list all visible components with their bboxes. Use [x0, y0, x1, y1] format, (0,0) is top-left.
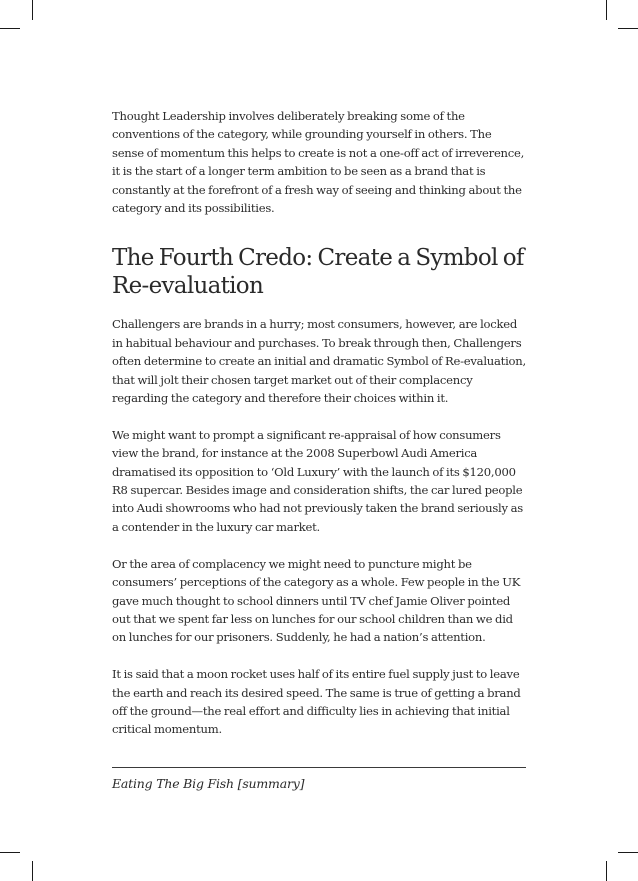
intro-paragraph: Thought Leadership involves deliberately breaking some of the conventions of the category, while grounding yourself in others. The sense of momentum this helps to create is not a one-off act of irreverence, it is the start of a longer term ambition to be seen as a brand that is constantly at the forefront of a fresh way of seeing and thinking about the category and its possibilities.: [112, 109, 525, 216]
crop-mark-bottom-right-h: [618, 852, 638, 853]
body-paragraph: It is said that a moon rocket uses half of its entire fuel supply just to leave the earth and reach its desired speed. The same is true of getting a brand off the ground—the real effort and difficulty lies in achieving that initial critical momentum.: [112, 667, 521, 737]
running-footer: Eating The Big Fish [summary]: [112, 776, 305, 791]
crop-mark-top-left-h: [0, 28, 20, 29]
body-paragraph: We might want to prompt a significant re-appraisal of how consumers view the brand, for instance at the 2008 Superbowl Audi America dramatised its opposition to ‘Old Luxury’ with the launch of its $120,000 R8 supercar. Besides image and consideration shifts, the car lured people into Audi showrooms who had not previously taken the brand seriously as a contender in the luxury car market.: [112, 427, 524, 534]
crop-mark-top-right-h: [618, 28, 638, 29]
crop-mark-bottom-right-v: [606, 861, 607, 881]
section-heading: The Fourth Credo: Create a Symbol of Re-evaluation: [112, 245, 524, 300]
body-paragraph: Or the area of complacency we might need to puncture might be consumers’ perceptions of the category as a whole. Few people in the UK gave much thought to school dinners until TV chef Jamie Oliver pointed out that we spent far less on lunches for our school children than we did on lunches for our prisoners. Suddenly, he had a nation’s attention.: [112, 556, 521, 645]
crop-mark-top-right-v: [606, 0, 607, 20]
footer-divider: [112, 767, 526, 768]
crop-mark-bottom-left-v: [32, 861, 33, 881]
body-paragraph: Challengers are brands in a hurry; most consumers, however, are locked in habitual behaviour and purchases. To break through then, Challengers often determine to create an initial and dramatic Symbol of Re-evaluation, that will jolt their chosen target market out of their complacency regarding the category and therefore their choices within it.: [112, 317, 526, 406]
crop-mark-top-left-v: [32, 0, 33, 20]
crop-mark-bottom-left-h: [0, 852, 20, 853]
page-body: [112, 107, 526, 739]
